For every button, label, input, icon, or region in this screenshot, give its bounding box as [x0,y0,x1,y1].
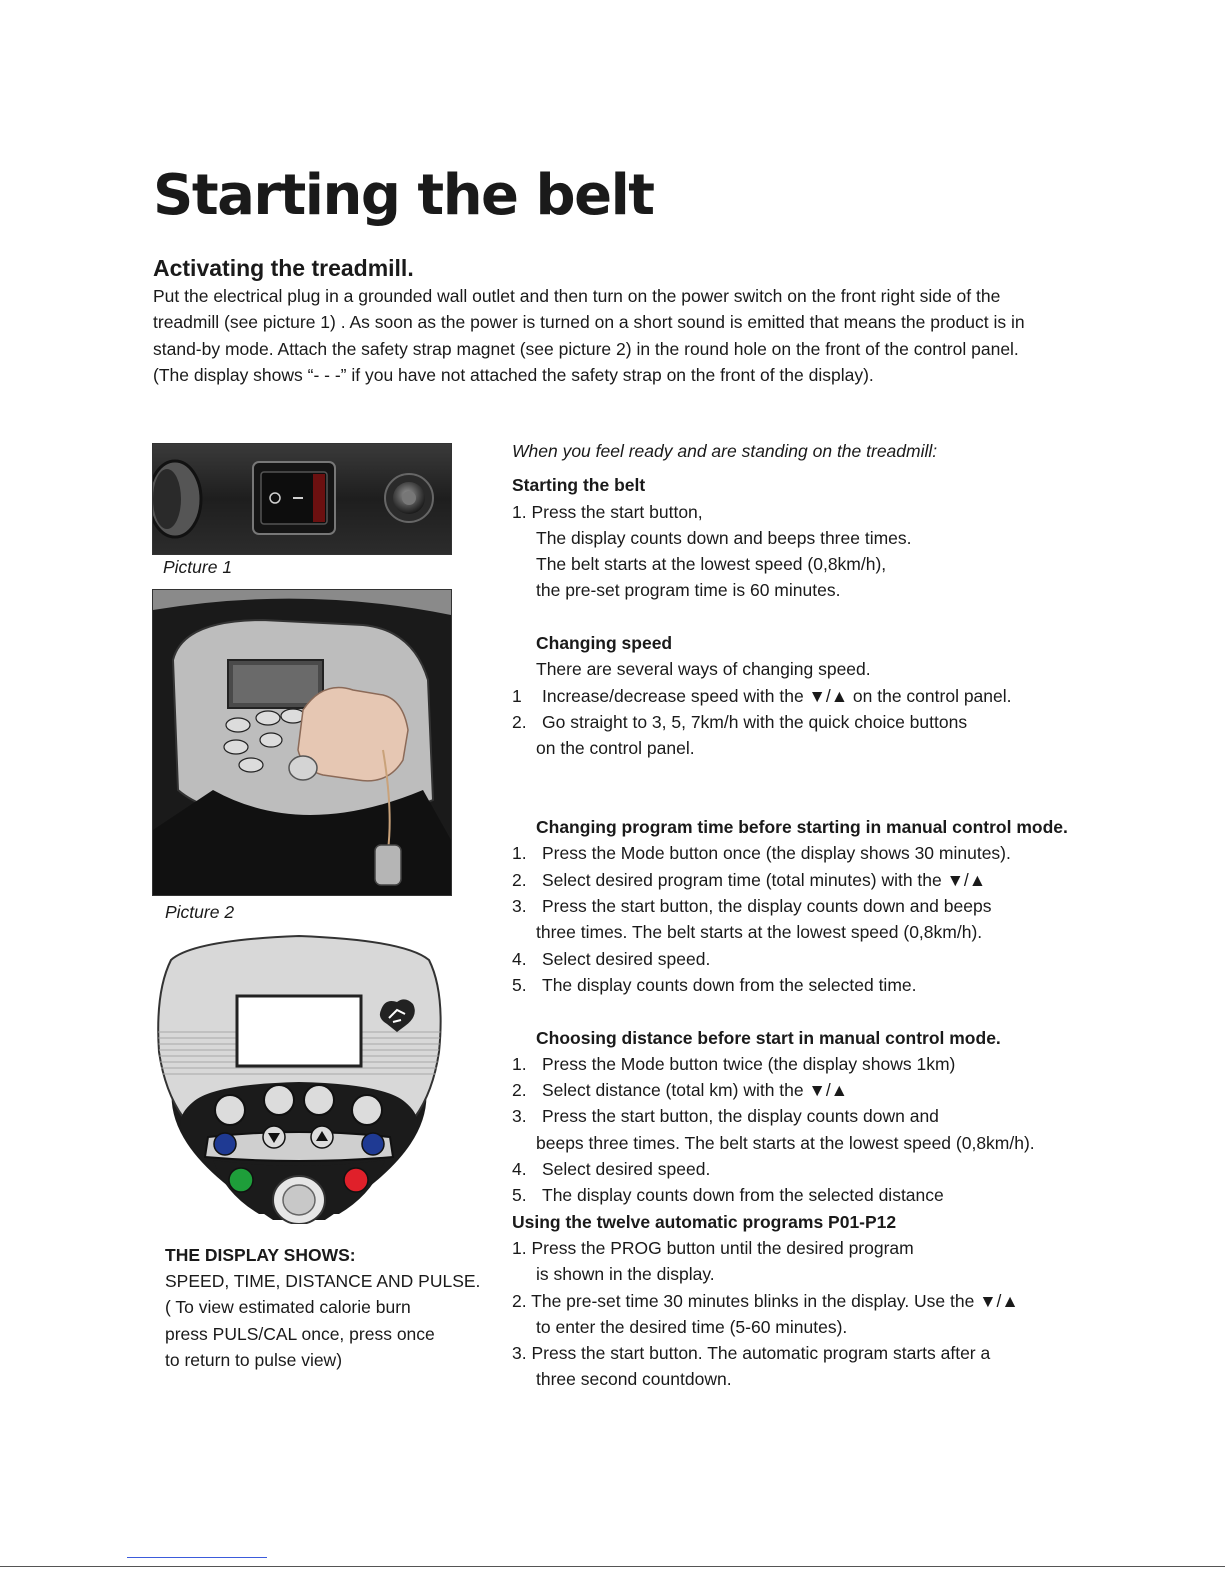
list-item: 3. Press the start button, the display counts down and [512,1106,939,1127]
programs-line: three second countdown. [536,1369,732,1390]
blue-button-right [362,1133,384,1155]
picture-2-caption: Picture 2 [165,902,235,922]
program-time-continuation: three times. The belt starts at the lowest speed (0,8km/h). [536,922,983,943]
footer-link-underline [127,1557,267,1558]
page-title: Starting the belt [153,163,654,228]
programs-line: to enter the desired time (5-60 minutes). [536,1316,848,1337]
instructions-lead: When you feel ready and are standing on the treadmill: [512,441,938,461]
programs-heading: Using the twelve automatic programs P01-P12 [512,1211,897,1232]
display-line: ( To view estimated calorie burn [165,1297,411,1318]
control-panel-diagram [153,932,445,1224]
display-shows-text [165,1268,495,1373]
picture-1-power-switch [152,443,452,555]
list-item: 4. Select desired speed. [512,948,711,969]
control-panel-drawing [153,932,445,1224]
start-step: 1. Press the start button, [512,501,703,522]
speed-heading: Changing speed [536,633,673,654]
programs-line: 1. Press the PROG button until the desired program [512,1237,914,1258]
list-item: 1. Press the Mode button twice (the display shows 1km) [512,1053,956,1074]
power-switch-illustration [153,444,451,554]
intro-paragraph: Put the electrical plug in a grounded wall outlet and then turn on the power switch on the front right side of the treadmill (see picture 1) . As soon as the power is turned on a short sound is emitted that means the product is in stand-by mode. Attach the safety strap magnet (see picture 2) in the round hole on the front of the control panel. (The display shows “- - -” if you have not attached the safety strap on the front of the display). [153,286,1025,385]
speed-intro: There are several ways of changing speed. [536,659,871,680]
red-button [344,1168,368,1192]
programs-line: 3. Press the start button. The automatic program starts after a [512,1343,991,1364]
footer-divider [0,1566,1225,1567]
list-item: 3. Press the start button, the display counts down and beeps [512,896,992,917]
blue-button-left [214,1133,236,1155]
picture-2-safety-key [152,589,452,896]
green-button [229,1168,253,1192]
list-item: 2. Select distance (total km) with the ▼/▲ [512,1080,849,1101]
section-subtitle: Activating the treadmill. [153,255,414,281]
start-detail: The display counts down and beeps three times. [536,527,912,548]
start-detail: the pre-set program time is 60 minutes. [536,580,841,601]
display-line: to return to pulse view) [165,1349,343,1370]
list-item: 5. The display counts down from the selected time. [512,974,917,995]
list-item: 2. Select desired program time (total minutes) with the ▼/▲ [512,869,987,890]
program-time-heading: Changing program time before starting in manual control mode. [536,817,1068,838]
display-line: press PULS/CAL once, press once [165,1323,435,1344]
console-hand-illustration [153,590,451,895]
list-item: 1. Press the Mode button once (the display shows 30 minutes). [512,843,1011,864]
speed-continuation: on the control panel. [536,738,695,759]
programs-line: 2. The pre-set time 30 minutes blinks in the display. Use the ▼/▲ [512,1290,1019,1311]
display-shows-heading: THE DISPLAY SHOWS: [165,1245,356,1265]
start-detail: The belt starts at the lowest speed (0,8km/h), [536,554,887,575]
instructions-column [512,438,1112,1393]
display-line: SPEED, TIME, DISTANCE AND PULSE. [165,1271,481,1291]
distance-heading: Choosing distance before start in manual control mode. [536,1027,1001,1048]
picture-1-caption: Picture 1 [163,557,233,577]
list-item: 4. Select desired speed. [512,1159,711,1180]
start-heading: Starting the belt [512,475,646,496]
list-item: 5. The display counts down from the selected distance [512,1185,944,1206]
list-item: 2. Go straight to 3, 5, 7km/h with the quick choice buttons [512,711,968,732]
list-item: 1 Increase/decrease speed with the ▼/▲ on the control panel. [512,685,1012,706]
distance-continuation: beeps three times. The belt starts at the lowest speed (0,8km/h). [536,1132,1035,1153]
programs-line: is shown in the display. [536,1264,715,1285]
